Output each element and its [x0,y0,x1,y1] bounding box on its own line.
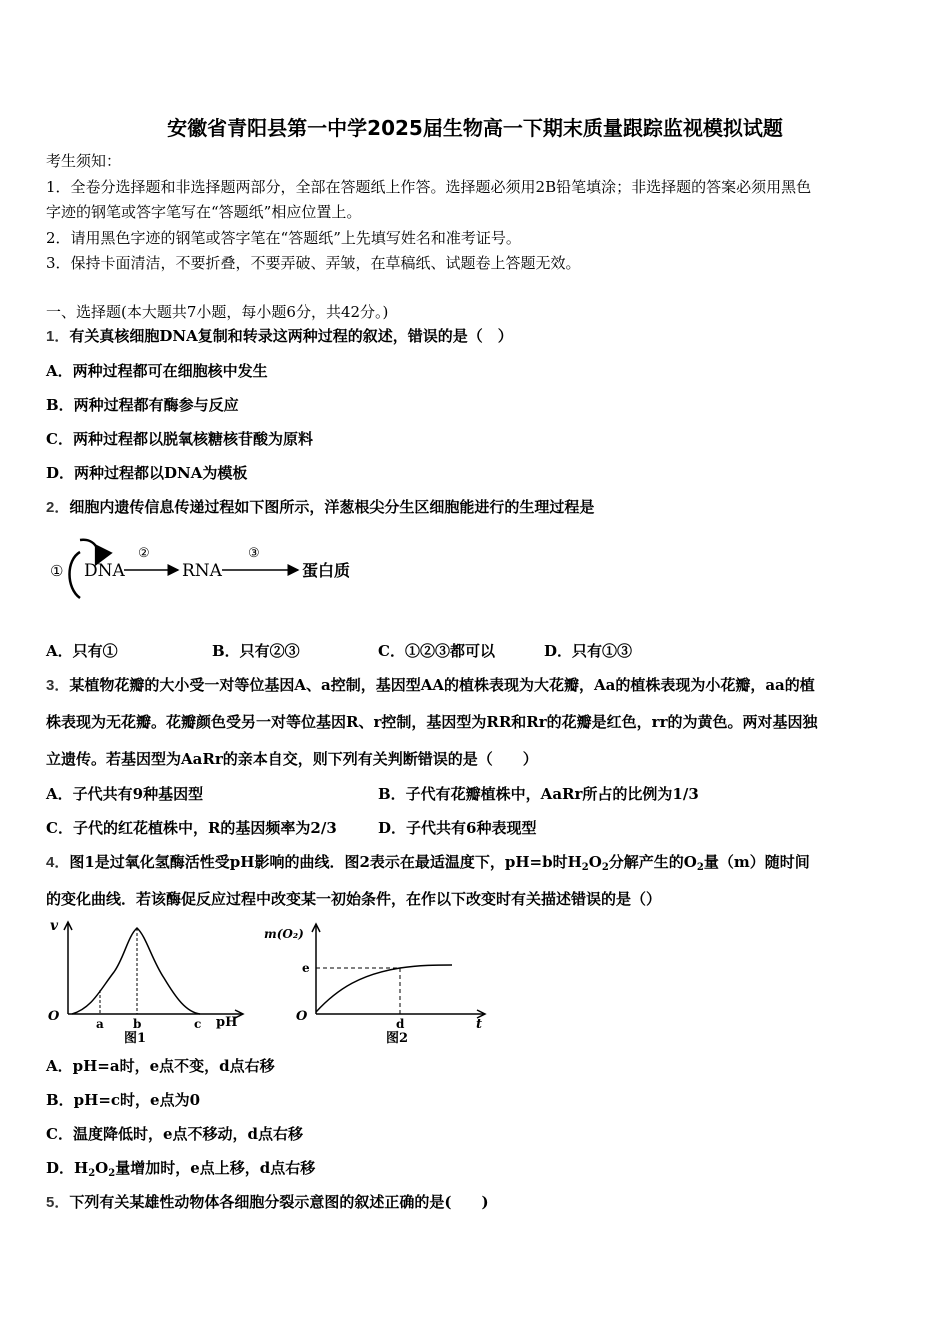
figure-2-oxygen-time-chart [262,918,492,1046]
q4-option-a: A．pH=a时，e点不变，d点右移 [46,1057,275,1075]
q3-option-b: B．子代有花瓣植株中，AaRr所占的比例为1/3 [378,785,699,803]
dna-label: DNA [84,561,125,581]
question-4-stem-line2: 的变化曲线．若该酶促反应过程中改变某一初始条件，在作以下改变时有关描述错误的是（） [46,890,662,908]
question-1-stem: 1．有关真核细胞DNA复制和转录这两种过程的叙述，错误的是（ ） [46,327,513,345]
q3-option-a: A．子代共有9种基因型 [46,785,204,803]
fig2-caption: 图2 [386,1031,409,1046]
notice-item: 1．全卷分选择题和非选择题两部分，全部在答题纸上作答。选择题必须用2B铅笔填涂；非选择题的答案必须用黑色 [46,178,812,196]
fig2-tick-e: e [302,961,310,975]
q2-option-d: D．只有①③ [544,642,633,660]
q1-option-d: D．两种过程都以DNA为模板 [46,464,248,482]
question-3-stem: 3．某植物花瓣的大小受一对等位基因A、a控制，基因型AA的植株表现为大花瓣，Aa的植株表现为小花瓣，aa的植 [46,676,815,694]
q4-option-d: D．$H_2O_2$量增加时，e点上移，d点右移 [46,1159,316,1179]
q3-option-d: D．子代共有6种表现型 [378,819,537,837]
protein-label: 蛋白质 [302,561,351,580]
page-title: 安徽省青阳县第一中学2025届生物高一下期末质量跟踪监视模拟试题 [167,116,783,140]
figure-1-enzyme-ph-chart [44,918,254,1046]
q3-option-c: C．子代的红花植株中，R的基因频率为2/3 [46,819,337,837]
fig1-origin: O [48,1009,60,1024]
notice-header: 考生须知： [46,152,122,170]
fig2-origin: O [296,1009,308,1024]
fig1-caption: 图1 [124,1031,147,1046]
question-3-stem-line3: 立遗传。若基因型为AaRr的亲本自交，则下列有关判断错误的是（ ） [46,750,538,768]
replication-arc-left [70,552,81,598]
fig1-tick-a: a [96,1017,104,1031]
fig2-product-curve [316,965,452,1012]
q2-option-a: A．只有① [46,642,118,660]
fig2-x-label: t [476,1017,483,1032]
fig1-tick-b: b [133,1017,142,1031]
question-2-stem: 2．细胞内遗传信息传递过程如下图所示，洋葱根尖分生区细胞能进行的生理过程是 [46,498,595,516]
q2-option-c: C．①②③都可以 [378,642,495,660]
step2-label: ② [138,546,150,561]
question-4-stem: 4．图1是过氧化氢酶活性受pH影响的曲线．图2表示在最适温度下，pH=b时$H_2O_2$分解产生的$O_2$量（m）随时间 [46,853,810,873]
gene-expression-diagram [44,530,364,602]
notice-item: 字迹的钢笔或答字笔写在“答题纸”相应位置上。 [46,203,362,221]
fig1-activity-curve [72,928,200,1014]
question-5-stem: 5．下列有关某雄性动物体各细胞分裂示意图的叙述正确的是( ) [46,1193,489,1211]
q1-option-c: C．两种过程都以脱氧核糖核苷酸为原料 [46,430,313,448]
fig1-tick-c: c [194,1017,202,1031]
fig1-y-label: v [50,918,59,934]
q4-option-c: C．温度降低时，e点不移动，d点右移 [46,1125,303,1143]
notice-item: 3．保持卡面清洁，不要折叠，不要弄破、弄皱，在草稿纸、试题卷上答题无效。 [46,254,581,272]
fig2-tick-d: d [396,1017,405,1031]
rna-label: RNA [182,561,222,581]
step3-label: ③ [248,546,260,561]
q2-option-b: B．只有②③ [212,642,300,660]
question-3-stem-line2: 株表现为无花瓣。花瓣颜色受另一对等位基因R、r控制，基因型为RR和Rr的花瓣是红色，rr的为黄色。两对基因独 [46,713,818,731]
q1-option-b: B．两种过程都有酶参与反应 [46,396,239,414]
notice-item: 2．请用黑色字迹的钢笔或答字笔在“答题纸”上先填写姓名和准考证号。 [46,229,521,247]
fig1-x-label: pH [216,1015,238,1030]
q4-option-b: B．pH=c时，e点为0 [46,1091,201,1109]
q1-option-a: A．两种过程都可在细胞核中发生 [46,362,268,380]
step1-label: ① [50,562,64,580]
fig2-y-label: m(O₂) [264,927,304,941]
section-heading: 一、选择题(本大题共7小题，每小题6分，共42分。) [46,303,389,321]
